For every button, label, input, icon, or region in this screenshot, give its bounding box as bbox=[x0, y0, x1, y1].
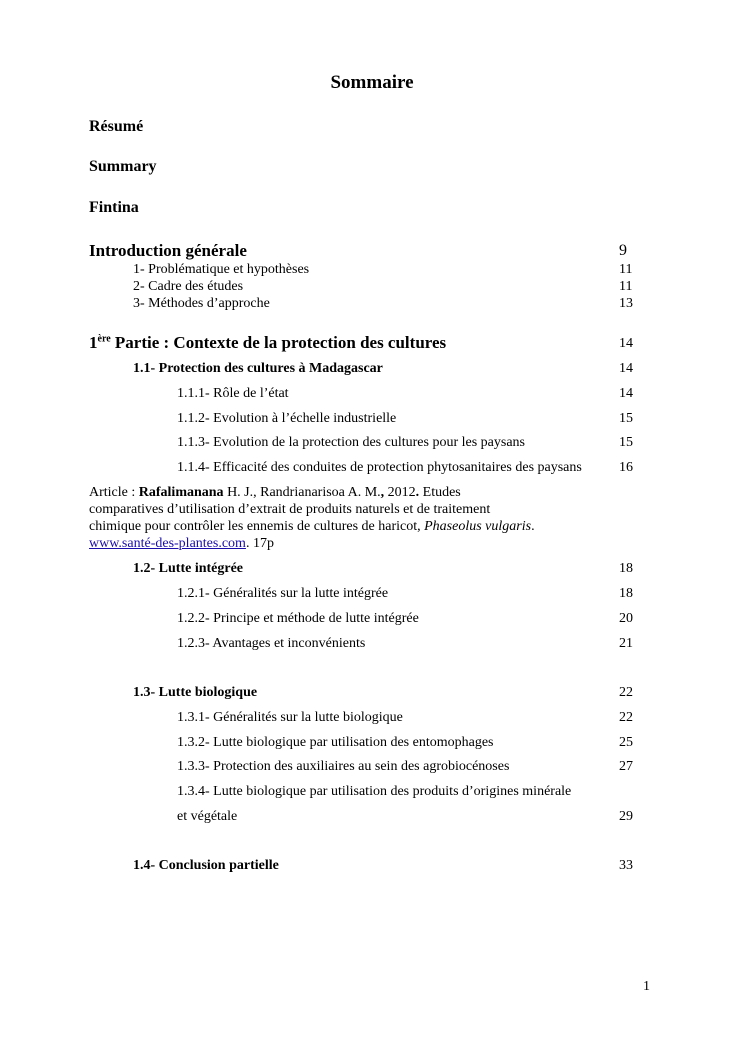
toc-s11-item-2-page: 15 bbox=[619, 411, 633, 426]
article-line-2: comparatives d’utilisation d’extrait de produits naturels et de traitement bbox=[89, 502, 491, 517]
toc-intro-item-1[interactable]: 1- Problématique et hypothèses bbox=[133, 262, 310, 277]
article-line-3 bbox=[89, 519, 535, 535]
toc-s12-item-2-page: 20 bbox=[619, 611, 633, 626]
toc-part1-num: 1 bbox=[89, 333, 98, 352]
toc-intro-item-2-page: 11 bbox=[619, 279, 633, 294]
article-comma: , bbox=[380, 485, 385, 500]
page-title: Sommaire bbox=[330, 72, 414, 93]
toc-intro-item-3-page: 13 bbox=[619, 296, 633, 311]
article-line-4 bbox=[89, 536, 274, 552]
toc-s11[interactable]: 1.1- Protection des cultures à Madagascar bbox=[133, 361, 383, 376]
toc-s11-item-1-page: 14 bbox=[619, 386, 633, 401]
toc-resume[interactable]: Résumé bbox=[89, 118, 144, 135]
toc-summary[interactable]: Summary bbox=[89, 158, 157, 175]
article-line-1 bbox=[89, 485, 461, 501]
article-line-3-text: chimique pour contrôler les ennemis de cultures de haricot, bbox=[89, 519, 425, 534]
article-pages: . 17p bbox=[245, 536, 274, 551]
article-coauthors: H. J., Randrianarisoa A. M. bbox=[223, 485, 381, 500]
toc-s13-item-4-cont[interactable]: et végétale bbox=[177, 809, 238, 824]
toc-s11-item-3[interactable]: 1.1.3- Evolution de la protection des cultures pour les paysans bbox=[177, 435, 525, 450]
toc-s12-page: 18 bbox=[619, 561, 633, 576]
toc-s12-item-3-page: 21 bbox=[619, 636, 633, 651]
article-dot: . bbox=[415, 485, 420, 500]
article-author: Rafalimanana bbox=[138, 485, 224, 500]
toc-s12-item-1-page: 18 bbox=[619, 586, 633, 601]
toc-s13[interactable]: 1.3- Lutte biologique bbox=[133, 685, 258, 700]
toc-part1[interactable] bbox=[89, 333, 446, 353]
toc-intro-item-3[interactable]: 3- Méthodes d’approche bbox=[133, 296, 270, 311]
toc-s11-page: 14 bbox=[619, 361, 633, 376]
toc-s11-item-1[interactable]: 1.1.1- Rôle de l’état bbox=[177, 386, 289, 401]
article-link[interactable]: www.santé-des-plantes.com bbox=[89, 536, 246, 551]
article-species: Phaseolus vulgaris bbox=[424, 519, 532, 534]
toc-s11-item-2[interactable]: 1.1.2- Evolution à l’échelle industrielle bbox=[177, 411, 397, 426]
toc-intro-item-1-page: 11 bbox=[619, 262, 633, 277]
toc-s13-item-2-page: 25 bbox=[619, 735, 633, 750]
toc-s13-item-2[interactable]: 1.3.2- Lutte biologique par utilisation des entomophages bbox=[177, 735, 494, 750]
toc-s13-item-4[interactable]: 1.3.4- Lutte biologique par utilisation des produits d’origines minérale bbox=[177, 784, 572, 799]
toc-s13-item-1-page: 22 bbox=[619, 710, 633, 725]
toc-s11-item-4[interactable]: 1.1.4- Efficacité des conduites de protection phytosanitaires des paysans bbox=[177, 460, 582, 475]
toc-s13-item-3[interactable]: 1.3.3- Protection des auxiliaires au sein des agrobiocénoses bbox=[177, 759, 510, 774]
toc-s14[interactable]: 1.4- Conclusion partielle bbox=[133, 858, 279, 873]
toc-s14-page: 33 bbox=[619, 858, 633, 873]
toc-intro-item-2[interactable]: 2- Cadre des études bbox=[133, 279, 244, 294]
toc-introduction-page: 9 bbox=[619, 242, 627, 259]
toc-s11-item-4-page: 16 bbox=[619, 460, 633, 475]
toc-part1-sup: ère bbox=[97, 333, 111, 345]
toc-introduction[interactable]: Introduction générale bbox=[89, 241, 247, 260]
toc-s12-item-2[interactable]: 1.2.2- Principe et méthode de lutte intégrée bbox=[177, 611, 419, 626]
article-prefix: Article : bbox=[89, 485, 139, 500]
article-year: 2012 bbox=[384, 485, 416, 500]
toc-s13-page: 22 bbox=[619, 685, 633, 700]
page-number: 1 bbox=[643, 979, 650, 994]
toc-part1-label: Partie : Contexte de la protection des cultures bbox=[110, 333, 447, 352]
toc-s13-item-3-page: 27 bbox=[619, 759, 633, 774]
article-line-3-end: . bbox=[531, 519, 535, 534]
toc-s12-item-3[interactable]: 1.2.3- Avantages et inconvénients bbox=[177, 636, 366, 651]
toc-s13-item-4-page: 29 bbox=[619, 809, 633, 824]
toc-s12[interactable]: 1.2- Lutte intégrée bbox=[133, 561, 244, 576]
toc-s13-item-1[interactable]: 1.3.1- Généralités sur la lutte biologique bbox=[177, 710, 403, 725]
toc-fintina[interactable]: Fintina bbox=[89, 199, 139, 216]
article-title-start: Etudes bbox=[419, 485, 461, 500]
toc-s11-item-3-page: 15 bbox=[619, 435, 633, 450]
toc-part1-page: 14 bbox=[619, 336, 633, 351]
toc-s12-item-1[interactable]: 1.2.1- Généralités sur la lutte intégrée bbox=[177, 586, 389, 601]
